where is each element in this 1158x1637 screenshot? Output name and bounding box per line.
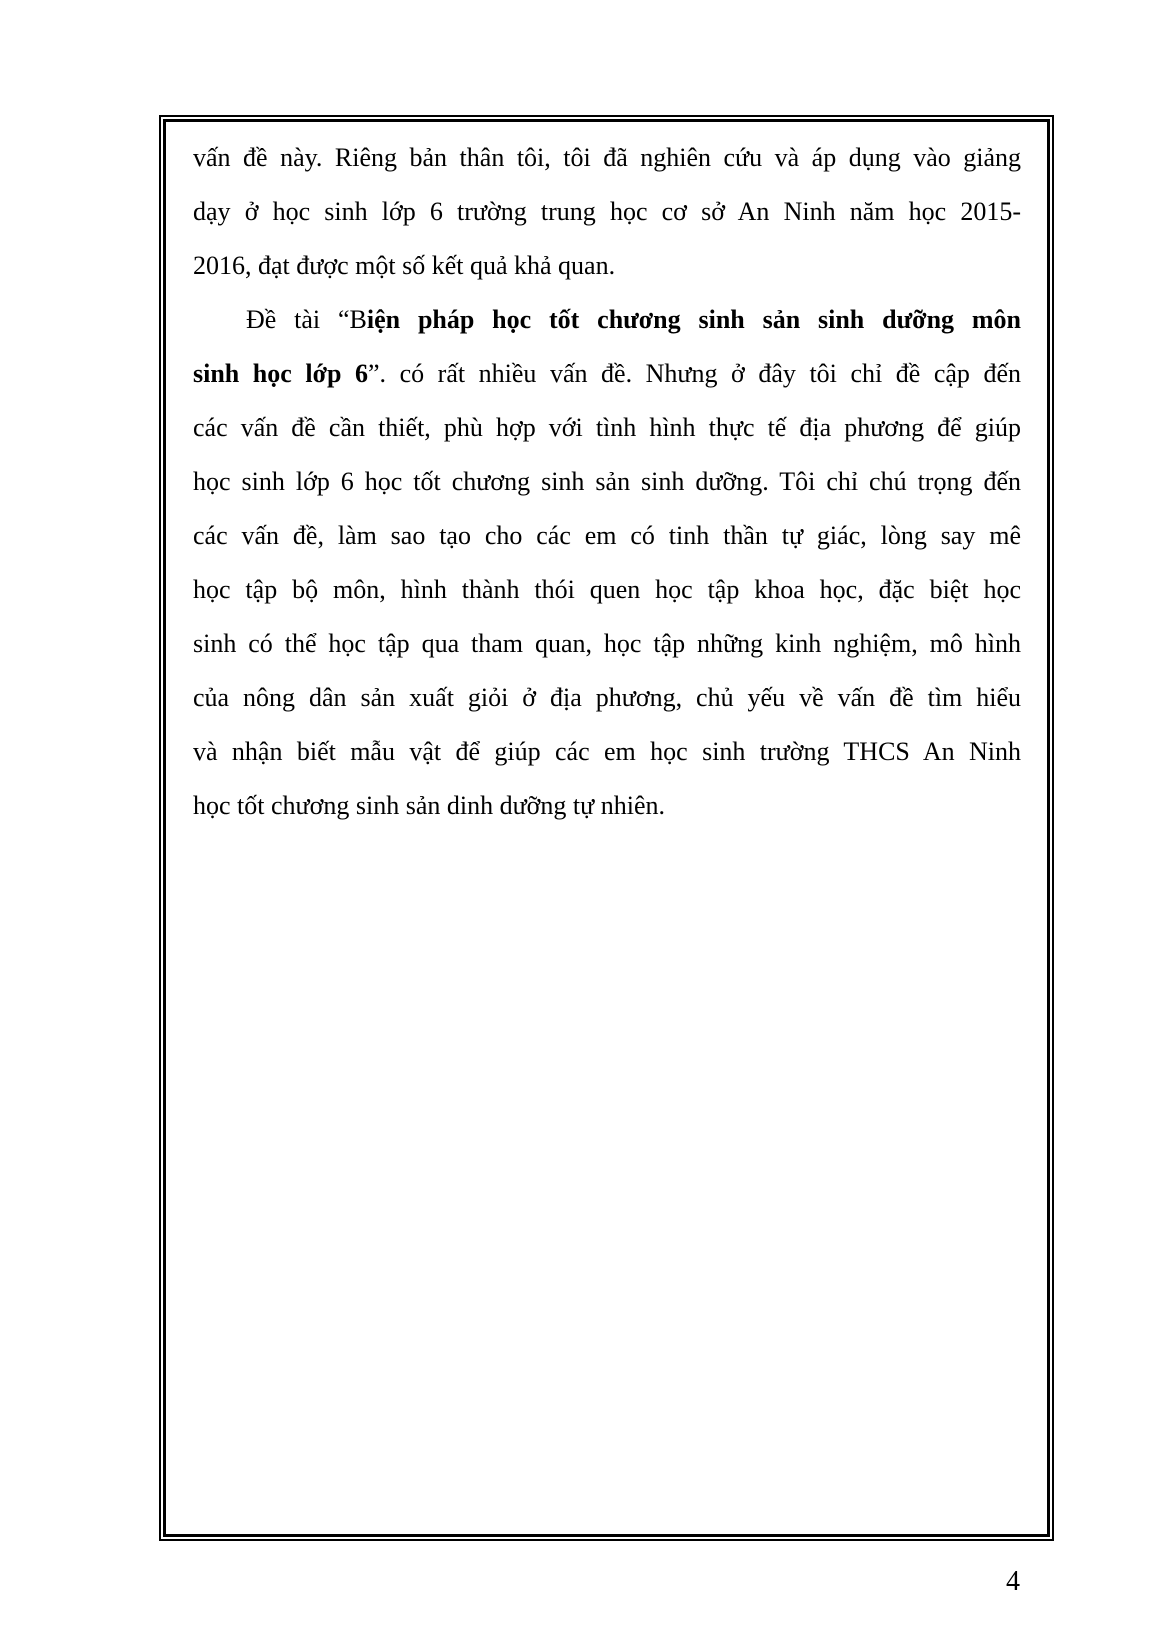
paragraph	[193, 293, 1021, 833]
text-line	[193, 347, 1021, 401]
text-line	[193, 725, 1021, 779]
page-number: 4	[1006, 1566, 1020, 1597]
text-segment: học tốt chương sinh sản dinh dưỡng tự nhiên.	[193, 791, 666, 820]
text-line	[193, 779, 1021, 833]
text-line	[193, 509, 1021, 563]
text-segment: học sinh lớp 6 học tốt chương sinh sản sinh dưỡng. Tôi chỉ chú trọng đến	[193, 467, 1021, 496]
text-line	[193, 239, 1021, 293]
bold-text-segment: sinh học lớp 6	[193, 359, 368, 388]
text-line	[193, 563, 1021, 617]
page-border-frame	[159, 115, 1054, 1541]
text-line	[193, 401, 1021, 455]
text-segment: 2016, đạt được một số kết quả khả quan.	[193, 251, 616, 280]
text-line	[193, 185, 1021, 239]
text-segment: dạy ở học sinh lớp 6 trường trung học cơ sở An Ninh năm học 2015-	[193, 197, 1021, 226]
document-body	[193, 131, 1021, 833]
paragraph	[193, 131, 1021, 293]
text-segment: học tập bộ môn, hình thành thói quen học tập khoa học, đặc biệt học	[193, 575, 1021, 604]
text-segment: ”. có rất nhiều vấn đề. Nhưng ở đây tôi chỉ đề cập đến	[368, 359, 1021, 388]
text-segment: Đề tài “B	[246, 305, 367, 334]
text-segment: các vấn đề, làm sao tạo cho các em có tinh thần tự giác, lòng say mê	[193, 521, 1021, 550]
text-line	[193, 617, 1021, 671]
text-segment: vấn đề này. Riêng bản thân tôi, tôi đã nghiên cứu và áp dụng vào giảng	[193, 143, 1021, 172]
text-line	[193, 455, 1021, 509]
text-line	[193, 293, 1021, 347]
page-border-inner	[163, 119, 1050, 1537]
text-line	[193, 131, 1021, 185]
text-segment: các vấn đề cần thiết, phù hợp với tình hình thực tế địa phương để giúp	[193, 413, 1021, 442]
text-segment: sinh có thể học tập qua tham quan, học tập những kinh nghiệm, mô hình	[193, 629, 1021, 658]
bold-text-segment: iện pháp học tốt chương sinh sản sinh dưỡng môn	[366, 305, 1021, 334]
text-line	[193, 671, 1021, 725]
text-segment: của nông dân sản xuất giỏi ở địa phương, chủ yếu về vấn đề tìm hiểu	[193, 683, 1021, 712]
text-segment: và nhận biết mẫu vật để giúp các em học sinh trường THCS An Ninh	[193, 737, 1021, 766]
